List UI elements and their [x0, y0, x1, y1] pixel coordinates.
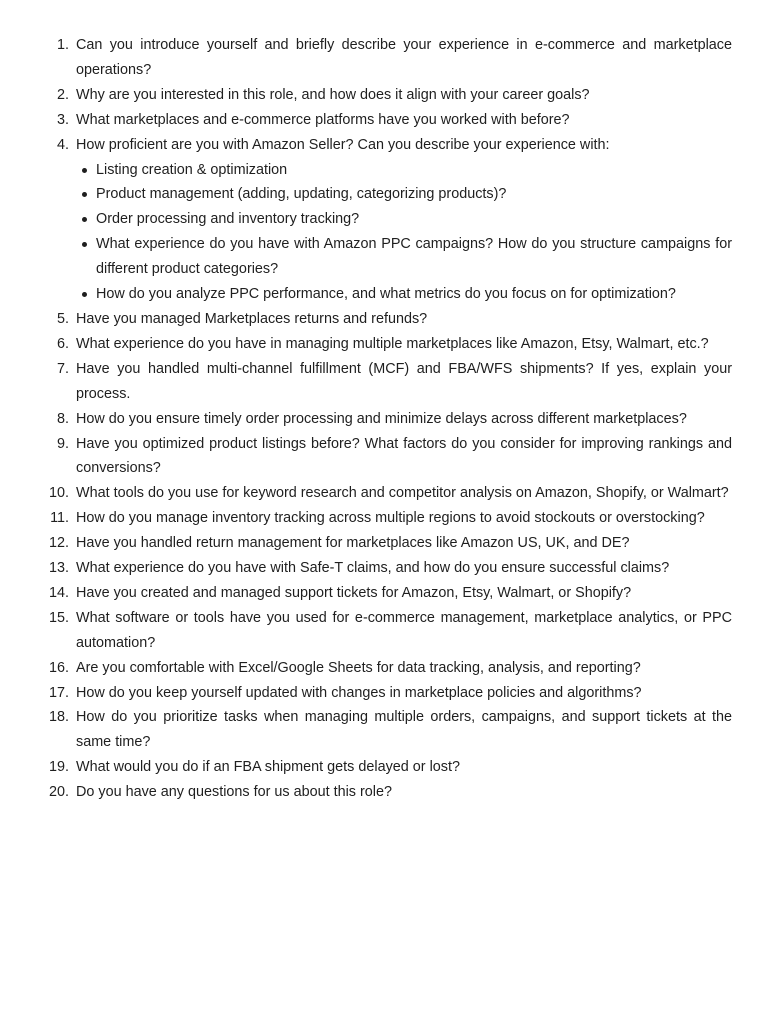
question-text: Have you managed Marketplaces returns and refunds? — [76, 310, 428, 327]
sub-question-list — [76, 158, 732, 307]
question-item — [0, 332, 768, 357]
question-text: How do you prioritize tasks when managing multiple orders, campaigns, and support tickets at the same time? — [76, 709, 732, 751]
question-number: 20. — [48, 784, 69, 801]
question-item — [0, 307, 768, 332]
question-number: 3. — [56, 111, 69, 128]
question-number: 5. — [56, 310, 69, 327]
question-text: How proficient are you with Amazon Seller? Can you describe your experience with: — [76, 136, 610, 153]
question-text: Have you optimized product listings before? What factors do you consider for improving rankings and conversions? — [76, 435, 732, 477]
question-item — [0, 681, 768, 706]
question-number: 17. — [48, 684, 69, 701]
question-number: 9. — [56, 435, 69, 452]
sub-question-text: Product management (adding, updating, categorizing products)? — [96, 186, 507, 203]
question-text: Have you handled return management for marketplaces like Amazon US, UK, and DE? — [76, 535, 630, 552]
question-text: Can you introduce yourself and briefly describe your experience in e-commerce and marketplace operations? — [76, 37, 732, 78]
question-number: 16. — [48, 659, 69, 676]
bullet-icon — [82, 242, 87, 247]
sub-question-text: What experience do you have with Amazon PPC campaigns? How do you structure campaigns for different product categories? — [96, 236, 732, 278]
question-text: What tools do you use for keyword research and competitor analysis on Amazon, Shopify, or Walmart? — [76, 485, 729, 502]
question-number: 10. — [48, 485, 69, 502]
question-item — [0, 581, 768, 606]
question-item — [0, 656, 768, 681]
question-number: 4. — [56, 136, 69, 153]
bullet-icon — [82, 168, 87, 173]
question-number: 15. — [48, 609, 69, 626]
question-item — [0, 481, 768, 506]
question-item — [0, 531, 768, 556]
question-text: What marketplaces and e-commerce platforms have you worked with before? — [76, 111, 570, 128]
question-number: 11. — [50, 510, 69, 527]
question-item — [0, 780, 768, 805]
question-number: 13. — [48, 560, 69, 577]
bullet-icon — [82, 192, 87, 197]
question-text: Do you have any questions for us about this role? — [76, 784, 392, 801]
question-number: 8. — [56, 410, 69, 427]
question-text: What would you do if an FBA shipment gets delayed or lost? — [76, 759, 460, 776]
question-text: How do you keep yourself updated with changes in marketplace policies and algorithms? — [76, 684, 642, 701]
question-number: 6. — [56, 335, 69, 352]
question-text: Have you handled multi-channel fulfillment (MCF) and FBA/WFS shipments? If yes, explain your process. — [76, 360, 732, 402]
question-text: What software or tools have you used for e-commerce management, marketplace analytics, or PPC automation? — [76, 609, 732, 651]
bullet-icon — [82, 217, 87, 222]
question-number: 18. — [48, 709, 69, 726]
question-text: Why are you interested in this role, and how does it align with your career goals? — [76, 86, 590, 103]
question-item — [0, 755, 768, 780]
question-number: 19. — [48, 759, 69, 776]
question-item — [0, 33, 768, 83]
sub-question-item — [76, 207, 732, 232]
question-text: How do you manage inventory tracking across multiple regions to avoid stockouts or overstocking? — [76, 510, 705, 527]
question-number: 12. — [48, 535, 69, 552]
bullet-icon — [82, 292, 87, 297]
sub-question-text: Listing creation & optimization — [96, 161, 288, 178]
sub-question-text: Order processing and inventory tracking? — [96, 211, 360, 228]
question-text: Have you created and managed support tickets for Amazon, Etsy, Walmart, or Shopify? — [76, 584, 632, 601]
question-item — [0, 83, 768, 108]
question-item — [0, 108, 768, 133]
question-item — [0, 407, 768, 432]
question-item — [0, 133, 768, 307]
question-number: 2. — [56, 86, 69, 103]
question-item — [0, 606, 768, 656]
question-item — [0, 506, 768, 531]
question-list — [0, 33, 768, 805]
question-number: 14. — [48, 584, 69, 601]
sub-question-item — [76, 232, 732, 282]
question-number: 7. — [56, 360, 69, 377]
question-item — [0, 556, 768, 581]
sub-question-text: How do you analyze PPC performance, and what metrics do you focus on for optimization? — [96, 286, 676, 303]
document-body — [0, 33, 768, 805]
sub-question-item — [76, 182, 732, 207]
sub-question-item — [76, 282, 732, 307]
question-item — [0, 705, 768, 755]
question-number: 1. — [56, 37, 69, 53]
question-text: Are you comfortable with Excel/Google Sheets for data tracking, analysis, and reporting? — [76, 659, 641, 676]
question-item — [0, 357, 768, 407]
question-text: How do you ensure timely order processing and minimize delays across different marketplaces? — [76, 410, 687, 427]
question-text: What experience do you have in managing multiple marketplaces like Amazon, Etsy, Walmart, etc.? — [76, 335, 709, 352]
sub-question-item — [76, 158, 732, 183]
question-item — [0, 432, 768, 482]
question-text: What experience do you have with Safe-T claims, and how do you ensure successful claims? — [76, 560, 670, 577]
